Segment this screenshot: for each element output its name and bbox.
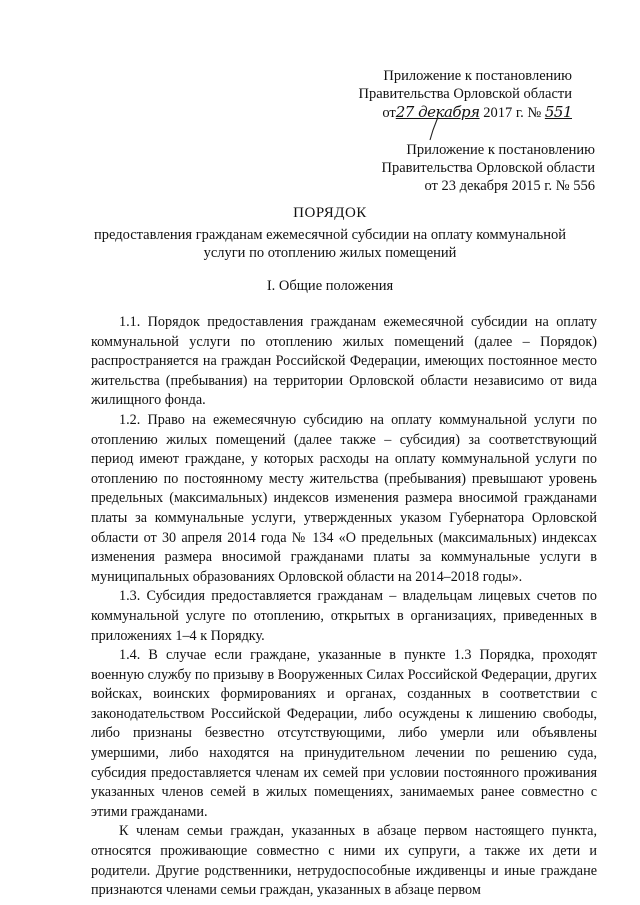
handwritten-number: 551 xyxy=(544,103,572,121)
appendix-old-line2: Правительства Орловской области xyxy=(381,160,595,176)
appendix-old-line1: Приложение к постановлению xyxy=(406,142,595,158)
paragraph-1-2: 1.2. Право на ежемесячную субсидию на оплату коммунальной услуги по отоплению жилых помещений (далее также – субсидия) за соответствующий период имеют граждане, у которых расходы на оплату коммунальной услуги по отоплению по постоянному месту жительства (пребывания) превышают уровень предельных (максимальных) индексов изменения размера вносимой гражданами платы за коммунальные услуги, утвержденных указом Губернатора Орловской области от 30 апреля 2014 года № 134 «О предельных (максимальных) индексах изменения размера вносимой гражданами платы за коммунальные услуги в муниципальных образованиях Орловской области на 2014–2018 годы». xyxy=(91,411,597,585)
document-title xyxy=(80,204,580,262)
pen-tick-mark xyxy=(424,116,444,142)
title-subtitle-line2: услуги по отоплению жилых помещений xyxy=(203,245,457,261)
paragraph-1-1: 1.1. Порядок предоставления гражданам ежемесячной субсидии на оплату коммунальной услуги по отоплению жилых помещений (далее – Порядок) распространяется на граждан Российской Федерации, имеющих постоянное место жительства (пребывания) на территории Орловской области независимо от вида жилищного фонда. xyxy=(91,314,597,409)
paragraph-1-3: 1.3. Субсидия предоставляется гражданам – владельцам лицевых счетов по коммунальной услуге по отоплению, открытых в организациях, приведенных в приложениях 1–4 к Порядку. xyxy=(91,588,597,644)
paragraph-family-members: К членам семьи граждан, указанных в абзаце первом настоящего пункта, относятся проживающие совместно с ними их супруги, а также их дети и родители. Другие родственники, нетрудоспособные иждивенцы и иные граждане признаются членами семьи граждан, указанных в абзаце первом xyxy=(91,823,597,899)
appendix-old-block xyxy=(382,141,596,195)
appendix-old-line3: от 23 декабря 2015 г. № 556 xyxy=(424,178,595,194)
appendix-new-line3 xyxy=(359,103,573,122)
appendix-new-date-prefix: от xyxy=(382,105,396,121)
appendix-new-date-middle: 2017 г. № xyxy=(483,105,542,121)
appendix-new-line1: Приложение к постановлению xyxy=(383,68,572,84)
appendix-new-block xyxy=(359,67,573,122)
handwritten-date: 27 декабря xyxy=(395,103,480,121)
paragraph-1-4: 1.4. В случае если граждане, указанные в пункте 1.3 Порядка, проходят военную службу по призыву в Вооруженных Силах Российской Федерации, других войсках, воинских формированиях и органах, созданных в соответствии с законодательством Российской Федерации, либо осуждены к лишению свободы, либо признаны безвестно отсутствующими, либо умерли или объявлены умершими, либо находятся на принудительном лечении по решению суда, субсидия предоставляется членам их семей при условии постоянного проживания указанных членов семей в жилых помещениях, занимаемых ранее совместно с этими гражданами. xyxy=(91,647,597,820)
appendix-new-line2: Правительства Орловской области xyxy=(358,86,572,102)
section-heading: I. Общие положения xyxy=(266,278,394,294)
document-body xyxy=(91,313,597,901)
title-subtitle-line1: предоставления гражданам ежемесячной субсидии на оплату коммунальной xyxy=(93,227,567,243)
title-heading: ПОРЯДОК xyxy=(293,205,367,221)
